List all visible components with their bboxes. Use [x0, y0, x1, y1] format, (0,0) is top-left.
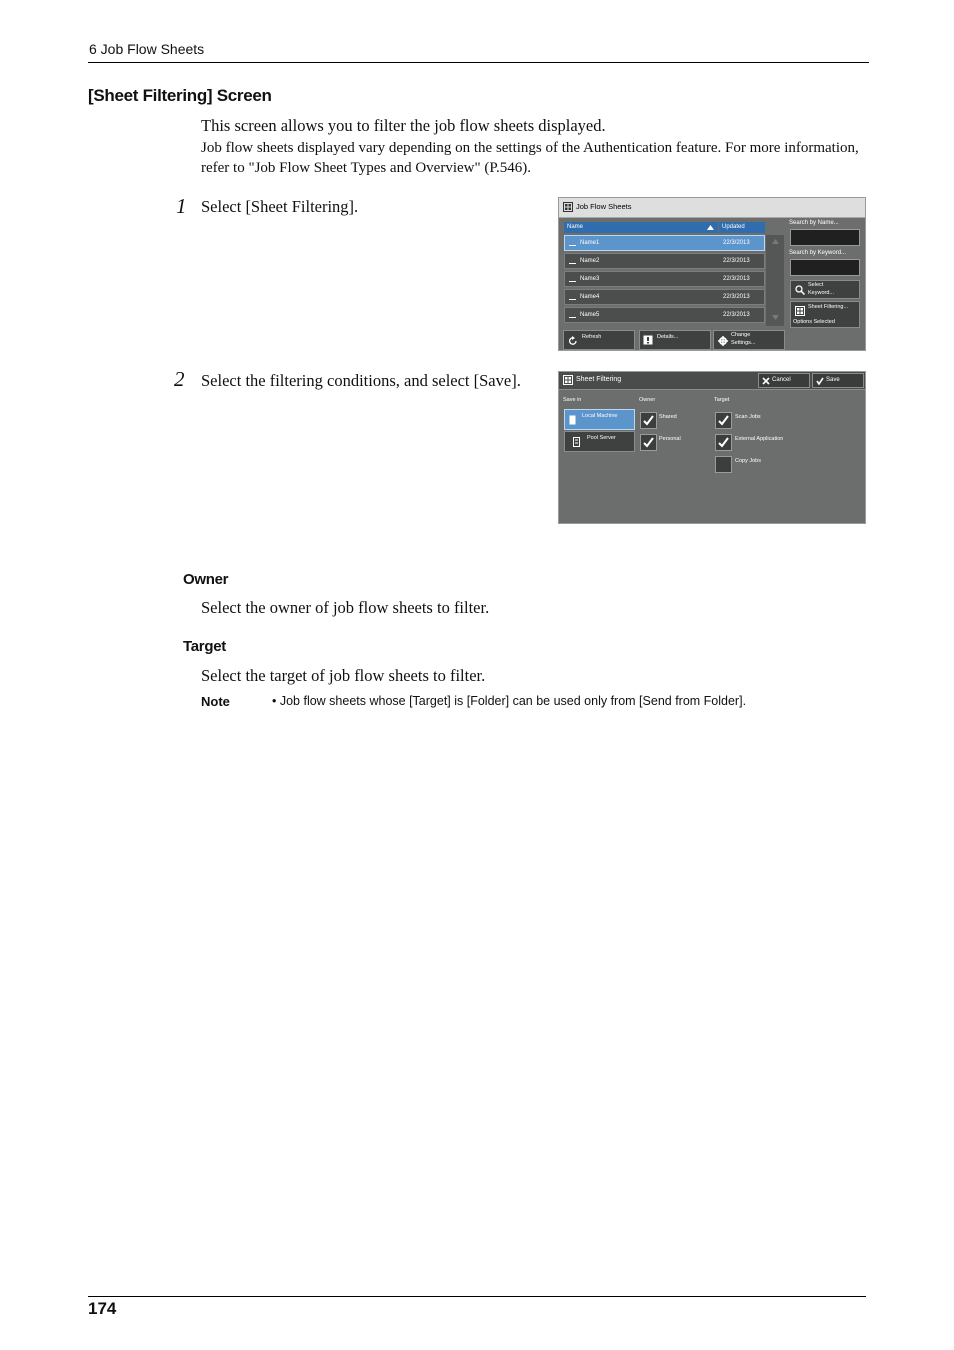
pool-server-label: Pool Server — [587, 435, 616, 441]
target-copy-jobs-label: Copy Jobs — [735, 458, 761, 464]
owner-personal-checkbox[interactable] — [640, 434, 657, 451]
checkmark-icon — [816, 377, 824, 385]
cancel-button[interactable] — [758, 373, 810, 388]
job-flow-icon — [569, 241, 576, 246]
change-settings-line2: Settings... — [731, 340, 756, 346]
sheet-filtering-screen — [558, 371, 866, 524]
details-button[interactable] — [639, 330, 711, 350]
table-row[interactable] — [564, 289, 765, 305]
header-rule — [88, 62, 869, 63]
target-scan-jobs-checkbox[interactable] — [715, 412, 732, 429]
owner-shared-label: Shared — [659, 414, 677, 420]
step-2-text: Select the filtering conditions, and select [Save]. — [201, 371, 521, 390]
checkmark-icon — [718, 437, 729, 448]
list-scrollbar[interactable] — [766, 235, 784, 326]
job-flow-icon — [569, 295, 576, 300]
target-external-application-label: External Application — [735, 436, 784, 442]
table-row[interactable] — [564, 271, 765, 287]
refresh-label: Refresh — [582, 334, 602, 340]
select-keyword-line1: Select — [808, 282, 824, 288]
row-date: 22/3/2013 — [723, 294, 750, 300]
sheet-filtering-icon — [795, 306, 805, 316]
sort-ascending-icon — [707, 225, 714, 230]
target-heading: Target — [183, 638, 226, 655]
target-label: Target — [714, 397, 730, 403]
running-header: 6 Job Flow Sheets — [89, 41, 205, 57]
row-name: Name3 — [580, 276, 600, 282]
job-flow-icon — [569, 259, 576, 264]
target-copy-jobs-checkbox[interactable] — [715, 456, 732, 473]
row-name: Name1 — [580, 240, 600, 246]
save-button[interactable] — [812, 373, 864, 388]
save-label: Save — [826, 377, 840, 383]
scroll-up-icon[interactable] — [772, 239, 779, 244]
save-in-pool-server[interactable] — [564, 431, 635, 452]
options-selected-label: Options Selected — [793, 319, 835, 325]
checkmark-icon — [718, 415, 729, 426]
search-icon — [795, 285, 805, 295]
server-icon — [573, 437, 580, 447]
name-column-label: Name — [567, 224, 584, 230]
row-name: Name4 — [580, 294, 600, 300]
save-in-local-machine[interactable] — [564, 409, 635, 430]
name-column-header[interactable] — [564, 222, 718, 233]
sheet-filtering-icon — [563, 375, 573, 385]
step-2-number: 2 — [174, 367, 185, 391]
change-settings-button[interactable] — [713, 330, 785, 350]
details-label: Details... — [657, 334, 679, 340]
table-row[interactable] — [564, 307, 765, 323]
target-external-application-checkbox[interactable] — [715, 434, 732, 451]
refresh-icon — [568, 336, 578, 346]
search-by-keyword-input[interactable] — [790, 259, 860, 276]
gear-icon — [718, 336, 728, 346]
checkmark-icon — [643, 415, 654, 426]
row-date: 22/3/2013 — [723, 240, 750, 246]
save-in-label: Save in — [563, 397, 582, 403]
row-name: Name5 — [580, 312, 600, 318]
job-flow-icon — [569, 313, 576, 318]
note-heading: Note — [201, 694, 230, 709]
checkmark-icon — [643, 437, 654, 448]
updated-column-header[interactable] — [719, 222, 765, 233]
job-flow-sheets-screen — [558, 197, 866, 351]
updated-column-label: Updated — [722, 224, 745, 230]
row-name: Name2 — [580, 258, 600, 264]
local-machine-label: Local Machine — [582, 413, 618, 419]
details-icon — [643, 335, 653, 345]
page-number: 174 — [88, 1299, 117, 1318]
owner-description: Select the owner of job flow sheets to filter. — [201, 598, 490, 617]
row-date: 22/3/2013 — [723, 258, 750, 264]
footer-rule — [88, 1296, 866, 1297]
owner-shared-checkbox[interactable] — [640, 412, 657, 429]
owner-label: Owner — [639, 397, 656, 403]
row-date: 22/3/2013 — [723, 276, 750, 282]
target-description: Select the target of job flow sheets to filter. — [201, 666, 486, 685]
local-machine-icon — [569, 415, 576, 425]
job-flow-icon — [569, 277, 576, 282]
change-settings-line1: Change — [731, 332, 751, 338]
screen-title: Sheet Filtering — [576, 376, 622, 383]
section-title: [Sheet Filtering] Screen — [88, 86, 272, 105]
screen-title: Job Flow Sheets — [576, 202, 632, 211]
step-1-text: Select [Sheet Filtering]. — [201, 197, 359, 216]
row-date: 22/3/2013 — [723, 312, 750, 318]
step-1-number: 1 — [176, 194, 187, 218]
cancel-label: Cancel — [772, 377, 791, 383]
screen-title-bar — [559, 372, 865, 390]
owner-heading: Owner — [183, 571, 229, 588]
owner-personal-label: Personal — [659, 436, 681, 442]
scroll-down-icon[interactable] — [772, 315, 779, 320]
search-by-name-input[interactable] — [790, 229, 860, 246]
detail-text: Job flow sheets displayed vary depending on the settings of the Authentication feature. For more information, refer to "Job Flow Sheet Types and Overview" (P.546). — [201, 140, 859, 176]
sheet-filtering-button[interactable] — [790, 301, 860, 328]
close-icon — [762, 377, 770, 385]
select-keyword-button[interactable] — [790, 280, 860, 299]
job-flow-sheets-icon — [563, 202, 573, 212]
table-row[interactable] — [564, 253, 765, 269]
intro-text: This screen allows you to filter the job flow sheets displayed. — [201, 116, 606, 135]
search-by-name-label: Search by Name... — [789, 220, 839, 226]
target-scan-jobs-label: Scan Jobs — [735, 414, 761, 420]
sheet-filtering-label: Sheet Filtering... — [808, 304, 849, 310]
search-by-keyword-label: Search by Keyword... — [789, 250, 847, 256]
note-text: • Job flow sheets whose [Target] is [Folder] can be used only from [Send from Folder]. — [272, 694, 747, 708]
refresh-button[interactable] — [563, 330, 635, 350]
table-row[interactable] — [564, 235, 765, 251]
select-keyword-line2: Keyword... — [808, 290, 834, 296]
screen-title-bar — [559, 198, 865, 218]
